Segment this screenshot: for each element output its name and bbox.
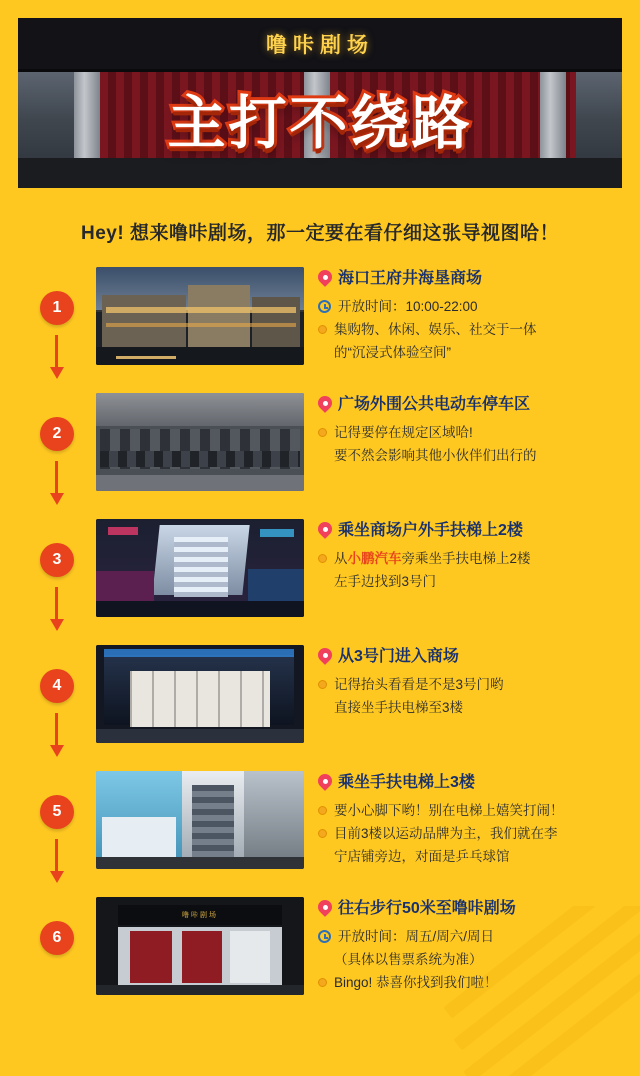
step-title: 往右步行50米至噜咔剧场 <box>318 899 622 920</box>
location-pin-icon <box>318 774 332 792</box>
step-number-badge: 1 <box>40 291 74 325</box>
step-title: 广场外围公共电动车停车区 <box>318 395 622 416</box>
bullet-item: （具体以售票系统为准） <box>334 952 483 968</box>
bullet-item: 从小鹏汽车旁乘坐手扶电梯上2楼 <box>318 548 622 570</box>
step-content <box>304 393 622 468</box>
step-thumbnail <box>96 519 304 617</box>
bullet-item: 直接坐手扶电梯至3楼 <box>334 700 464 716</box>
step-bullets <box>318 422 622 468</box>
step-content <box>304 897 622 996</box>
bullet-dot-icon <box>318 428 327 437</box>
step-thumbnail <box>96 393 304 491</box>
bullet-item: 宁店铺旁边，对面是乒乓球馆 <box>334 849 510 865</box>
step-item <box>18 645 622 757</box>
step-arrow-icon <box>50 839 64 883</box>
hero-banner <box>18 18 622 188</box>
location-pin-icon <box>318 396 332 414</box>
bullet-dot-icon <box>318 554 327 563</box>
step-number-badge: 5 <box>40 795 74 829</box>
step-item <box>18 393 622 505</box>
step-content <box>304 267 622 366</box>
steps-list <box>18 267 622 996</box>
location-pin-icon <box>318 648 332 666</box>
bullet-dot-icon <box>318 680 327 689</box>
step-rail <box>18 393 96 505</box>
step-item <box>18 519 622 631</box>
bullet-item: 开放时间：周五/周六/周日 <box>318 926 622 948</box>
bullet-item: 的“沉浸式体验空间” <box>334 345 451 361</box>
theater-marquee <box>18 18 622 72</box>
step-thumbnail <box>96 897 304 995</box>
step-title: 从3号门进入商场 <box>318 647 622 668</box>
step-content <box>304 645 622 720</box>
bullet-item: 目前3楼以运动品牌为主，我们就在李 <box>318 823 622 845</box>
step-rail <box>18 519 96 631</box>
bullet-item: 左手边找到3号门 <box>334 574 437 590</box>
step-title: 乘坐手扶电梯上3楼 <box>318 773 622 794</box>
step-thumbnail <box>96 771 304 869</box>
bullet-item: 开放时间：10:00-22:00 <box>318 296 622 318</box>
step-rail <box>18 645 96 757</box>
step-number-badge: 4 <box>40 669 74 703</box>
step-number-badge: 6 <box>40 921 74 955</box>
step-item <box>18 897 622 996</box>
bullet-dot-icon <box>318 829 327 838</box>
step-rail <box>18 897 96 955</box>
marquee-text: 噜咔剧场 <box>266 33 374 57</box>
step-number-badge: 2 <box>40 417 74 451</box>
step-rail <box>18 267 96 379</box>
step-bullets <box>318 674 622 720</box>
location-pin-icon <box>318 522 332 540</box>
step-thumbnail <box>96 645 304 743</box>
bullet-item: Bingo! 恭喜你找到我们啦！ <box>318 972 622 994</box>
step-title: 海口王府井海垦商场 <box>318 269 622 290</box>
bullet-dot-icon <box>318 325 327 334</box>
step-arrow-icon <box>50 335 64 379</box>
step-arrow-icon <box>50 461 64 505</box>
location-pin-icon <box>318 900 332 918</box>
step-bullets <box>318 548 622 594</box>
clock-icon <box>318 930 331 943</box>
thumb-sign-text: 噜咔剧场 <box>182 912 218 919</box>
location-pin-icon <box>318 270 332 288</box>
step-content <box>304 519 622 594</box>
poster-title: 主打不绕路 <box>167 91 473 156</box>
lead-text: Hey! 想来噜咔剧场，那一定要在看仔细这张导视图哈！ <box>81 223 559 244</box>
bullet-item: 记得要停在规定区域哈! <box>318 422 622 444</box>
step-rail <box>18 771 96 883</box>
bullet-item: 要不然会影响其他小伙伴们出行的 <box>334 448 537 464</box>
clock-icon <box>318 300 331 313</box>
step-thumbnail <box>96 267 304 365</box>
step-bullets <box>318 926 622 995</box>
bullet-item: 记得抬头看看是不是3号门哟 <box>318 674 622 696</box>
step-item <box>18 267 622 379</box>
step-arrow-icon <box>50 713 64 757</box>
step-bullets <box>318 296 622 365</box>
step-item <box>18 771 622 883</box>
step-number-badge: 3 <box>40 543 74 577</box>
bullet-item: 集购物、休闲、娱乐、社交于一体 <box>318 319 622 341</box>
bullet-dot-icon <box>318 806 327 815</box>
bullet-item: 要小心脚下哟！别在电梯上嬉笑打闹！ <box>318 800 622 822</box>
step-bullets <box>318 800 622 869</box>
step-content <box>304 771 622 870</box>
step-title: 乘坐商场户外手扶梯上2楼 <box>318 521 622 542</box>
facade-floor <box>18 158 622 188</box>
step-arrow-icon <box>50 587 64 631</box>
bullet-dot-icon <box>318 978 327 987</box>
